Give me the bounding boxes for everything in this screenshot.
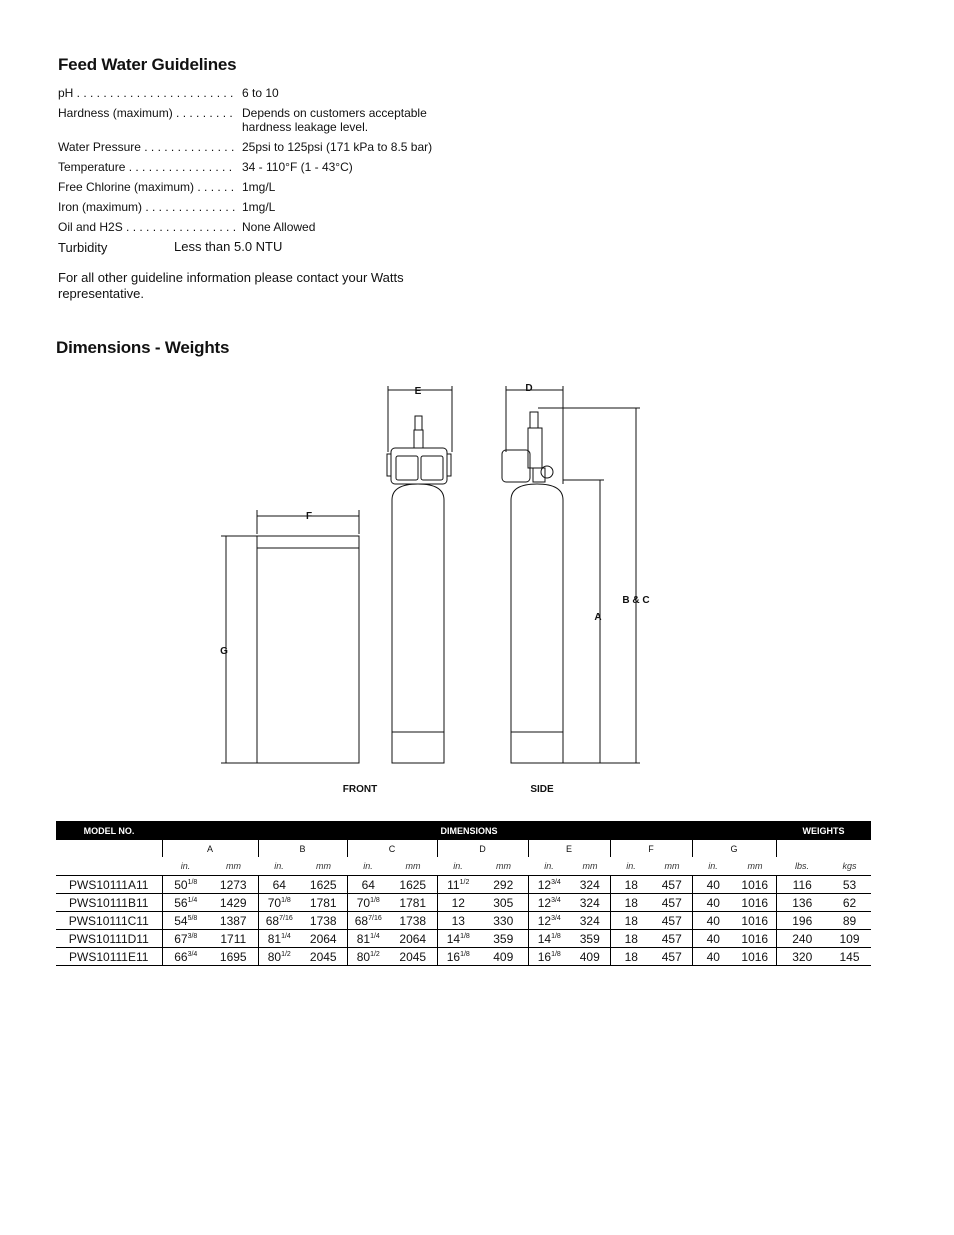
cell-d-mm bbox=[479, 948, 528, 966]
cell-e-mm bbox=[570, 930, 610, 948]
cell-fraction: 5/8 bbox=[187, 914, 198, 922]
unit: mm bbox=[209, 857, 258, 876]
cell-value: 457 bbox=[661, 913, 682, 928]
cell-value: 320 bbox=[792, 949, 813, 964]
cell-value: 145 bbox=[839, 949, 860, 964]
cell-value: 1625 bbox=[399, 877, 427, 892]
cell-model bbox=[56, 894, 162, 912]
cell-fraction: 1/8 bbox=[187, 878, 198, 886]
cell-model bbox=[56, 948, 162, 966]
cell-value: 13 bbox=[451, 913, 465, 928]
cell-value: 1625 bbox=[309, 877, 337, 892]
cell-value: 80 bbox=[356, 949, 371, 964]
guideline-value: None Allowed bbox=[242, 220, 316, 234]
header-weights: WEIGHTS bbox=[776, 821, 871, 840]
cell-value: 70 bbox=[267, 895, 282, 910]
dimensions-title: Dimensions - Weights bbox=[56, 338, 230, 357]
cell-a-in bbox=[162, 930, 209, 948]
unit: in. bbox=[258, 857, 300, 876]
cell-f-in bbox=[610, 894, 652, 912]
unit: in. bbox=[692, 857, 734, 876]
cell-value: 196 bbox=[792, 913, 813, 928]
cell-value: 12 bbox=[537, 895, 552, 910]
header-model: MODEL NO. bbox=[56, 821, 162, 840]
guideline-row bbox=[58, 106, 458, 140]
cell-value: 11 bbox=[447, 877, 460, 892]
cell-fraction: 1/8 bbox=[551, 950, 561, 958]
unit: in. bbox=[528, 857, 570, 876]
cell-value: 2064 bbox=[309, 931, 337, 946]
turbidity-row bbox=[58, 240, 458, 262]
cell-fraction: 1/4 bbox=[281, 932, 291, 940]
cell-value: 136 bbox=[792, 895, 813, 910]
cell-d-in bbox=[437, 876, 479, 894]
cell-value: 14 bbox=[446, 931, 461, 946]
cell-value: 1273 bbox=[219, 877, 247, 892]
cell-value: 1738 bbox=[399, 913, 427, 928]
cell-fraction: 7/16 bbox=[368, 914, 382, 922]
cell-value: 2045 bbox=[399, 949, 427, 964]
cell-value: 53 bbox=[842, 877, 857, 892]
cell-value: 1781 bbox=[399, 895, 427, 910]
cell-value: 409 bbox=[493, 949, 514, 964]
cell-e-in bbox=[528, 930, 570, 948]
cell-value: 457 bbox=[661, 877, 682, 892]
cell-b-in bbox=[258, 894, 300, 912]
contact-note: For all other guideline information please contact your Watts representative. bbox=[58, 270, 404, 301]
cell-kgs bbox=[828, 912, 871, 930]
cell-lbs bbox=[776, 948, 828, 966]
side-tank-drawing bbox=[502, 412, 563, 763]
cell-a-in bbox=[162, 876, 209, 894]
cell-value: 40 bbox=[706, 877, 720, 892]
unit: mm bbox=[300, 857, 347, 876]
cell-g-in bbox=[692, 948, 734, 966]
cell-value: 359 bbox=[493, 931, 514, 946]
cell-lbs bbox=[776, 894, 828, 912]
cell-kgs bbox=[828, 894, 871, 912]
cell-f-mm bbox=[652, 876, 692, 894]
cell-b-mm bbox=[300, 894, 347, 912]
cell-value: 409 bbox=[579, 949, 600, 964]
guideline-row bbox=[58, 180, 458, 200]
guideline-label: Water Pressure . . . bbox=[58, 140, 236, 154]
cell-f-mm bbox=[652, 894, 692, 912]
cell-value: 81 bbox=[356, 931, 371, 946]
cell-b-mm bbox=[300, 912, 347, 930]
unit: in. bbox=[437, 857, 479, 876]
cell-c-mm bbox=[389, 894, 437, 912]
cell-value: 292 bbox=[493, 877, 514, 892]
group-f: F bbox=[610, 840, 692, 857]
cell-value: 457 bbox=[661, 931, 682, 946]
guideline-row bbox=[58, 160, 458, 180]
cell-value: 18 bbox=[624, 877, 638, 892]
cell-d-mm bbox=[479, 930, 528, 948]
cell-a-mm bbox=[209, 930, 258, 948]
cell-value: 1711 bbox=[220, 931, 247, 946]
cell-c-mm bbox=[389, 912, 437, 930]
cell-value: 40 bbox=[706, 931, 720, 946]
cell-value: 116 bbox=[792, 877, 812, 892]
cell-a-in bbox=[162, 912, 209, 930]
cell-value: 330 bbox=[493, 913, 514, 928]
cell-fraction: 1/4 bbox=[187, 896, 198, 904]
cell-value: 16 bbox=[537, 949, 552, 964]
cell-kgs bbox=[828, 948, 871, 966]
cell-value: 54 bbox=[174, 913, 188, 928]
cell-c-in bbox=[347, 912, 389, 930]
cell-fraction: 1/4 bbox=[370, 932, 380, 940]
unit: in. bbox=[162, 857, 209, 876]
cell-d-mm bbox=[479, 894, 528, 912]
cell-g-in bbox=[692, 894, 734, 912]
cell-g-mm bbox=[734, 894, 776, 912]
guideline-row bbox=[58, 220, 458, 240]
group-c: C bbox=[347, 840, 437, 857]
cell-value: 64 bbox=[361, 877, 375, 892]
cell-value: 40 bbox=[706, 949, 720, 964]
dimension-diagram bbox=[0, 370, 954, 810]
label-d: D bbox=[525, 383, 533, 394]
unit: kgs bbox=[828, 857, 871, 876]
cell-f-in bbox=[610, 912, 652, 930]
guideline-row bbox=[58, 140, 458, 160]
cell-e-mm bbox=[570, 894, 610, 912]
guideline-row bbox=[58, 86, 458, 106]
cell-kgs bbox=[828, 876, 871, 894]
cell-c-in bbox=[347, 948, 389, 966]
label-g: G bbox=[220, 646, 228, 657]
guideline-value: Depends on customers acceptable hardness leakage level. bbox=[242, 106, 427, 134]
cell-value: 12 bbox=[537, 913, 552, 928]
guideline-label: Iron (maximum) . . . bbox=[58, 200, 236, 214]
cell-value: PWS10111D11 bbox=[68, 931, 149, 946]
cell-value: 12 bbox=[451, 895, 465, 910]
cell-fraction: 1/2 bbox=[281, 950, 291, 958]
cell-g-in bbox=[692, 876, 734, 894]
cell-model bbox=[56, 930, 162, 948]
cell-c-in bbox=[347, 876, 389, 894]
label-front: FRONT bbox=[342, 784, 378, 795]
cell-value: 66 bbox=[174, 949, 188, 964]
cell-kgs bbox=[828, 930, 871, 948]
cell-g-in bbox=[692, 930, 734, 948]
cell-fraction: 3/4 bbox=[187, 950, 198, 958]
cell-lbs bbox=[776, 930, 828, 948]
cell-value: 40 bbox=[706, 913, 720, 928]
guideline-label: Hardness (maximum) . . . bbox=[58, 106, 236, 120]
cell-value: 359 bbox=[579, 931, 600, 946]
cell-value: 64 bbox=[272, 877, 286, 892]
guideline-value: 1mg/L bbox=[242, 200, 276, 214]
unit: in. bbox=[610, 857, 652, 876]
cell-fraction: 1/2 bbox=[459, 878, 470, 886]
cell-f-mm bbox=[652, 948, 692, 966]
cell-value: PWS10111E11 bbox=[69, 949, 149, 964]
label-f: F bbox=[305, 511, 313, 522]
cell-value: 457 bbox=[661, 949, 682, 964]
unit: lbs. bbox=[776, 857, 828, 876]
cell-fraction: 1/2 bbox=[370, 950, 380, 958]
cell-e-in bbox=[528, 894, 570, 912]
cell-value: 1016 bbox=[741, 877, 769, 892]
cell-f-mm bbox=[652, 912, 692, 930]
cell-e-in bbox=[528, 876, 570, 894]
turbidity-value: Less than 5.0 NTU bbox=[174, 239, 283, 254]
cell-value: 305 bbox=[493, 895, 514, 910]
brine-tank-drawing bbox=[257, 536, 359, 763]
cell-value: 1781 bbox=[309, 895, 337, 910]
cell-value: 70 bbox=[356, 895, 371, 910]
cell-b-in bbox=[258, 876, 300, 894]
cell-value: 1016 bbox=[741, 895, 769, 910]
cell-value: 457 bbox=[661, 895, 682, 910]
cell-c-in bbox=[347, 894, 389, 912]
cell-b-mm bbox=[300, 876, 347, 894]
unit: mm bbox=[652, 857, 692, 876]
unit: mm bbox=[389, 857, 437, 876]
cell-f-in bbox=[610, 876, 652, 894]
header-dimensions: DIMENSIONS bbox=[162, 821, 776, 840]
cell-fraction: 3/4 bbox=[551, 914, 561, 922]
cell-value: 80 bbox=[267, 949, 282, 964]
table-row bbox=[56, 948, 871, 966]
cell-g-mm bbox=[734, 912, 776, 930]
cell-d-in bbox=[437, 912, 479, 930]
cell-fraction: 1/8 bbox=[551, 932, 561, 940]
cell-fraction: 1/8 bbox=[281, 896, 291, 904]
label-e: E bbox=[414, 386, 422, 397]
cell-value: 324 bbox=[579, 877, 600, 892]
cell-g-mm bbox=[734, 876, 776, 894]
cell-b-in bbox=[258, 912, 300, 930]
cell-a-mm bbox=[209, 912, 258, 930]
cell-value: 18 bbox=[624, 931, 638, 946]
cell-g-in bbox=[692, 912, 734, 930]
cell-value: 40 bbox=[706, 895, 720, 910]
cell-b-in bbox=[258, 930, 300, 948]
cell-value: 67 bbox=[174, 931, 188, 946]
cell-model bbox=[56, 876, 162, 894]
cell-value: 1016 bbox=[741, 913, 769, 928]
cell-d-mm bbox=[479, 876, 528, 894]
cell-d-in bbox=[437, 948, 479, 966]
cell-value: 16 bbox=[446, 949, 461, 964]
label-b-c: B & C bbox=[622, 595, 650, 606]
cell-f-in bbox=[610, 948, 652, 966]
cell-a-in bbox=[162, 894, 209, 912]
group-a: A bbox=[162, 840, 258, 857]
guidelines-list bbox=[58, 86, 458, 262]
cell-value: 18 bbox=[624, 913, 638, 928]
table-row bbox=[56, 876, 871, 894]
cell-e-in bbox=[528, 948, 570, 966]
guideline-value: 6 to 10 bbox=[242, 86, 279, 100]
cell-value: 240 bbox=[792, 931, 813, 946]
cell-a-mm bbox=[209, 894, 258, 912]
group-e: E bbox=[528, 840, 610, 857]
cell-fraction: 1/8 bbox=[460, 950, 470, 958]
cell-value: 18 bbox=[624, 949, 638, 964]
cell-b-in bbox=[258, 948, 300, 966]
guideline-value: 1mg/L bbox=[242, 180, 276, 194]
table-row bbox=[56, 930, 871, 948]
cell-e-in bbox=[528, 912, 570, 930]
cell-fraction: 3/4 bbox=[551, 896, 561, 904]
front-tank-drawing bbox=[387, 416, 451, 763]
cell-value: 12 bbox=[537, 877, 552, 892]
cell-c-mm bbox=[389, 930, 437, 948]
cell-lbs bbox=[776, 876, 828, 894]
cell-value: 68 bbox=[354, 913, 369, 928]
cell-d-in bbox=[437, 894, 479, 912]
cell-value: 68 bbox=[265, 913, 280, 928]
guideline-row bbox=[58, 200, 458, 220]
cell-a-mm bbox=[209, 948, 258, 966]
cell-f-in bbox=[610, 930, 652, 948]
cell-g-mm bbox=[734, 948, 776, 966]
guideline-label: Free Chlorine (maximum) . . . bbox=[58, 180, 236, 194]
label-side: SIDE bbox=[530, 784, 554, 795]
guideline-label: Oil and H2S . . . bbox=[58, 220, 236, 234]
group-b: B bbox=[258, 840, 347, 857]
cell-value: 1695 bbox=[219, 949, 247, 964]
cell-f-mm bbox=[652, 930, 692, 948]
cell-value: 1016 bbox=[741, 931, 769, 946]
feed-water-title: Feed Water Guidelines bbox=[58, 55, 237, 74]
cell-value: 62 bbox=[842, 895, 857, 910]
cell-value: 1738 bbox=[309, 913, 337, 928]
dimensions-table bbox=[56, 821, 871, 966]
cell-value: 56 bbox=[174, 895, 188, 910]
cell-value: PWS10111C11 bbox=[68, 913, 149, 928]
unit: mm bbox=[570, 857, 610, 876]
label-a: A bbox=[594, 612, 602, 623]
cell-c-mm bbox=[389, 948, 437, 966]
cell-value: 1016 bbox=[741, 949, 769, 964]
group-g: G bbox=[692, 840, 776, 857]
cell-value: 109 bbox=[839, 931, 860, 946]
cell-value: 324 bbox=[579, 895, 600, 910]
cell-e-mm bbox=[570, 912, 610, 930]
cell-g-mm bbox=[734, 930, 776, 948]
table-row bbox=[56, 912, 871, 930]
guideline-value: 25psi to 125psi (171 kPa to 8.5 bar) bbox=[242, 140, 433, 154]
guideline-label: Temperature . . . bbox=[58, 160, 236, 174]
cell-value: 324 bbox=[579, 913, 600, 928]
cell-lbs bbox=[776, 912, 828, 930]
cell-e-mm bbox=[570, 876, 610, 894]
cell-fraction: 1/8 bbox=[370, 896, 380, 904]
cell-e-mm bbox=[570, 948, 610, 966]
cell-c-in bbox=[347, 930, 389, 948]
guideline-value: 34 - 110°F (1 - 43°C) bbox=[242, 160, 353, 174]
cell-value: 2064 bbox=[399, 931, 427, 946]
unit: in. bbox=[347, 857, 389, 876]
cell-value: 81 bbox=[267, 931, 282, 946]
cell-c-mm bbox=[389, 876, 437, 894]
group-d: D bbox=[437, 840, 528, 857]
cell-value: 14 bbox=[537, 931, 552, 946]
guideline-label: pH . . . bbox=[58, 86, 236, 100]
cell-a-in bbox=[162, 948, 209, 966]
cell-fraction: 3/8 bbox=[187, 932, 198, 940]
cell-value: 18 bbox=[624, 895, 638, 910]
cell-value: PWS10111A11 bbox=[69, 877, 149, 892]
unit: mm bbox=[479, 857, 528, 876]
cell-value: 50 bbox=[174, 877, 188, 892]
cell-value: 1387 bbox=[219, 913, 247, 928]
cell-d-in bbox=[437, 930, 479, 948]
cell-fraction: 7/16 bbox=[279, 914, 293, 922]
cell-d-mm bbox=[479, 912, 528, 930]
cell-b-mm bbox=[300, 948, 347, 966]
table-row bbox=[56, 894, 871, 912]
cell-value: 89 bbox=[842, 913, 857, 928]
cell-fraction: 1/8 bbox=[460, 932, 470, 940]
cell-model bbox=[56, 912, 162, 930]
cell-value: 1429 bbox=[219, 895, 247, 910]
turbidity-label: Turbidity bbox=[58, 240, 108, 255]
cell-fraction: 3/4 bbox=[551, 878, 561, 886]
cell-value: 2045 bbox=[309, 949, 337, 964]
cell-value: PWS10111B11 bbox=[69, 895, 149, 910]
cell-b-mm bbox=[300, 930, 347, 948]
unit: mm bbox=[734, 857, 776, 876]
cell-a-mm bbox=[209, 876, 258, 894]
